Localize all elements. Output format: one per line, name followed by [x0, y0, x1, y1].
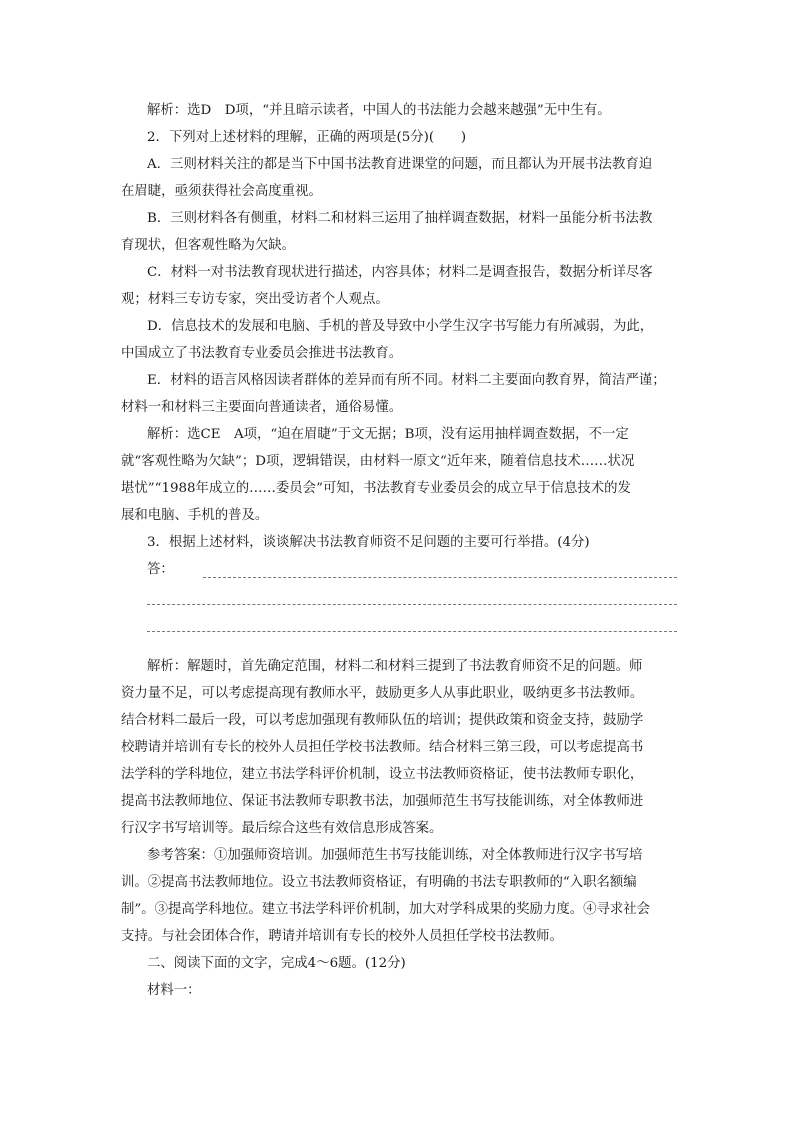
answer-area-row1: [147, 556, 677, 583]
q3-reference-answer-line3: 制”。③提高学科地位。建立书法学科评价机制，加大对学科成果的奖励力度。④寻求社会: [121, 902, 651, 917]
q2-analysis-line1: 解析：选CE A项，“迫在眉睫”于文无据；B项，没有运用抽样调查数据，不一定: [147, 427, 629, 442]
q3-reference-answer-line2: 训。②提高书法教师地位。设立书法教师资格证，有明确的书法专职教师的“入职名额编: [121, 875, 637, 890]
q3-analysis-line7: 行汉字书写培训等。最后综合这些有效信息形成答案。: [121, 821, 443, 836]
answer-label: 答：: [147, 562, 174, 577]
q3-reference-answer-line4: 支持。与社会团体合作，聘请并培训有专长的校外人员担任学校书法教师。: [121, 929, 563, 944]
answer-line: [147, 604, 677, 605]
q1-analysis: 解析：选D D项，“并且暗示读者，中国人的书法能力会越来越强”无中生有。: [147, 103, 611, 118]
q3-analysis-line3: 结合材料二最后一段，可以考虑加强现有教师队伍的培训；提供政策和资金支持，鼓励学: [121, 713, 644, 728]
q2-option-a-line1: A．三则材料关注的都是当下中国书法教育进课堂的问题，而且都认为开展书法教育迫: [147, 157, 653, 172]
q2-option-a-line2: 在眉睫，亟须获得社会高度重视。: [121, 184, 322, 199]
q2-option-c-line1: C．材料一对书法教育现状进行描述，内容具体；材料二是调查报告，数据分析详尽客: [147, 265, 653, 280]
answer-line: [147, 631, 677, 632]
q3-analysis-line4: 校聘请并培训有专长的校外人员担任学校书法教师。结合材料三第三段，可以考虑提高书: [121, 740, 644, 755]
q3-analysis-line5: 法学科的学科地位，建立书法学科评价机制，设立书法教师资格证，使书法教师专职化，: [121, 767, 644, 782]
q2-option-d-line1: D．信息技术的发展和电脑、手机的普及导致中小学生汉字书写能力有所减弱，为此，: [147, 319, 654, 334]
answer-area-row3: [147, 610, 677, 637]
q3-analysis-line6: 提高书法教师地位、保证书法教师专职教书法，加强师范生书写技能训练，对全体教师进: [121, 794, 644, 809]
q2-option-c-line2: 观；材料三专访专家，突出受访者个人观点。: [121, 292, 389, 307]
q2-option-d-line2: 中国成立了书法教育专业委员会推进书法教育。: [121, 346, 403, 361]
q3-analysis-line1: 解析：解题时，首先确定范围，材料二和材料三提到了书法教育师资不足的问题。师: [147, 659, 643, 674]
q2-option-e-line2: 材料一和材料三主要面向普通读者，通俗易懂。: [121, 400, 403, 415]
answer-line: [203, 577, 677, 578]
q3-stem: 3．根据上述材料，谈谈解决书法教育师资不足问题的主要可行举措。(4分): [147, 535, 590, 550]
document-body: [121, 97, 677, 1004]
q2-option-b-line1: B．三则材料各有侧重，材料二和材料三运用了抽样调查数据，材料一虽能分析书法教: [147, 211, 653, 226]
q3-analysis-line2: 资力量不足，可以考虑提高现有教师水平，鼓励更多人从事此职业，吸纳更多书法教师。: [121, 686, 644, 701]
q3-reference-answer-line1: 参考答案：①加强师资培训。加强师范生书写技能训练，对全体教师进行汉字书写培: [147, 848, 643, 863]
material-one-label: 材料一：: [147, 983, 201, 998]
answer-area-row2: [147, 583, 677, 610]
q2-option-e-line1: E．材料的语言风格因读者群体的差异而有所不同。材料二主要面向教育界，简洁严谨；: [147, 373, 666, 388]
q2-stem: 2．下列对上述材料的理解，正确的两项是(5分)( ): [147, 130, 467, 145]
q2-option-b-line2: 育现状，但客观性略为欠缺。: [121, 238, 296, 253]
section-two-title: 二、阅读下面的文字，完成4～6题。(12分): [147, 956, 406, 971]
q2-analysis-line2: 就“客观性略为欠缺”；D项，逻辑错误，由材料一原文“近年来，随着信息技术……状况: [121, 454, 635, 469]
q2-analysis-line4: 展和电脑、手机的普及。: [121, 508, 269, 523]
q2-analysis-line3: 堪忧”“1988年成立的……委员会”可知，书法教育专业委员会的成立早于信息技术的发: [121, 481, 631, 496]
